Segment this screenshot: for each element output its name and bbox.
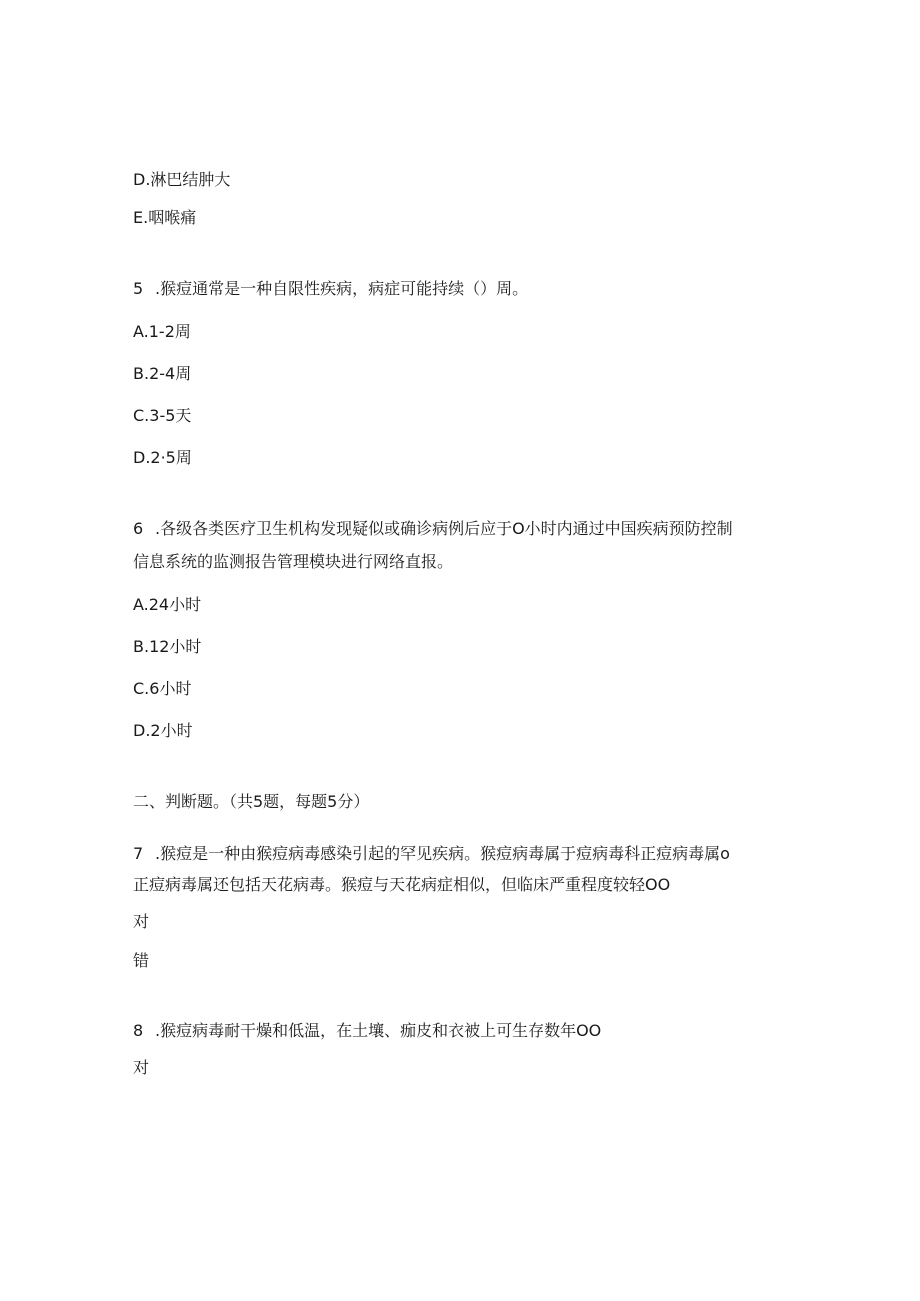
section-2-title: 二、判断题。（共5题，每题5分） [133, 792, 370, 811]
q5-option-c: C.3-5天 [133, 406, 192, 425]
q7-number: 7 [133, 844, 144, 863]
q6-question-line1 [133, 518, 733, 540]
q7-question-line2: 正痘病毒属还包括天花病毒。猴痘与天花病症相似，但临床严重程度较轻OO [133, 875, 671, 894]
q6-option-b: B.12小时 [133, 637, 202, 656]
q6-number: 6 [133, 519, 144, 538]
q6-option-a: A.24小时 [133, 595, 202, 614]
q7-option-true: 对 [133, 912, 150, 931]
q5-question [133, 278, 528, 300]
q5-option-a: A.1-2周 [133, 322, 191, 341]
q7-question-line1 [133, 843, 730, 865]
q5-option-b: B.2-4周 [133, 364, 192, 383]
q7-option-false: 错 [133, 951, 150, 970]
q5-number: 5 [133, 279, 144, 298]
q5-text: .猴痘通常是一种自限性疾病，病症可能持续（）周。 [155, 279, 529, 298]
q5-option-d: D.2·5周 [133, 448, 192, 467]
q8-text: .猴痘病毒耐干燥和低温，在土壤、痂皮和衣被上可生存数年OO [155, 1021, 602, 1040]
q7-text-line1: .猴痘是一种由猴痘病毒感染引起的罕见疾病。猴痘病毒属于痘病毒科正痘病毒属o [155, 844, 730, 863]
q8-option-true: 对 [133, 1058, 150, 1077]
q6-option-c: C.6小时 [133, 679, 192, 698]
q6-option-d: D.2小时 [133, 721, 193, 740]
q4-option-e: E.咽喉痛 [133, 208, 197, 227]
q4-option-d: D.淋巴结肿大 [133, 170, 231, 189]
q6-question-line2: 信息系统的监测报告管理模块进行网络直报。 [133, 552, 454, 571]
q8-question [133, 1020, 601, 1042]
q8-number: 8 [133, 1021, 144, 1040]
q6-text-line1: .各级各类医疗卫生机构发现疑似或确诊病例后应于O小时内通过中国疾病预防控制 [155, 519, 733, 538]
